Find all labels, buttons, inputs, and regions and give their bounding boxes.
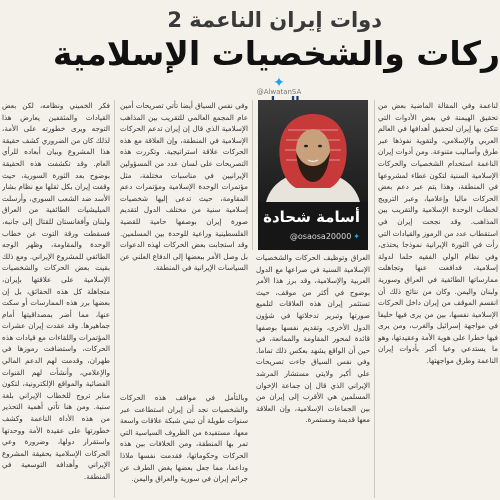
article-column-right: لناعمة وفي المقالة الماضية بعض من تحقيق الهيمنة في بعض الأدوات التي تتكئ بها إيران لتحقيق أهدافها في العالم العربي والإسلامي، ولتقوية نفوذها عبر طرق وأساليب متنوعة. ومن أدوات إيران الناعمة استخدام الشخصيات والحركات الإسلامية السنية لتكون غطاء لمشروعها في المنطقة، وهذا يتم عبر دعم بعض الحركات ماليا وإعلاميا، وعبر الترويج لخطاب الوحدة الإسلامية والتقريب بين المذاهب. وقد نجحت إيران في استقطاب عدد من الرموز والقيادات التي رأت في الثورة الإيرانية نموذجا يحتذى، وفي نظام الولي الفقيه حلما لدولة إسلامية، فدافعت عنها وتجاهلت ممارساتها الطائفية في العراق وسورية ولبنان واليمن. وكان من نتائج ذلك أن انقسم الموقف من إيران داخل الحركات الإسلامية نفسها، بين من يرى فيها حليفا في مواجهة إسرائيل والغرب، ومن يرى فيها خطرا على هوية الأمة وعقيدتها، وهو ما يستدعي وعيا أكبر بأدوات إيران الناعمة وطرق مواجهتها. (378, 101, 498, 366)
article-column-middle: وفي نفس السياق أيضا تأتي تصريحات أمين عام المجمع العالمي للتقريب بين المذاهب الإسلامية الذي قال إن إيران تدعم الحركات الإسلامية في المنطقة، وإن العلاقة مع هذه الحركات علاقة استراتيجية. وتكررت هذه التصريحات على لسان عدد من المسؤولين الإيرانيين في مناسبات مختلفة، مثل مؤتمرات الوحدة الإسلامية ومؤتمرات دعم المقاومة، حيث تدعى إليها شخصيات إسلامية سنية من مختلف الدول لتقديم صورة إيران بوصفها حامية للقضية الفلسطينية وراعية للوحدة بين المسلمين. وقد استجابت بعض الحركات لهذه الدعوات بل وصل الأمر ببعضها إلى الدفاع العلني عن السياسات الإيرانية في المنطقة. (120, 101, 248, 273)
author-byline (258, 202, 368, 250)
twitter-bird-icon: ✦ (353, 232, 360, 241)
article-column-middle-continued: وبالتأمل في مواقف هذه الحركات والشخصيات نجد أن إيران استطاعت عبر سنوات طويلة أن تبني شبكة علاقات واسعة معها، مستفيدة من الظروف السياسية التي تمر بها المنطقة، ومن الخلافات بين هذه الحركات وحكوماتها، فقدمت نفسها ملاذا وداعما، مما جعل بعضها يغض الطرف عن جرائم إيران في سورية والعراق واليمن. (120, 393, 248, 484)
article-column-left: فكر الخميني ونظامه، لكن بعض القيادات والمثقفين يعارض هذا التوجه ويرى خطورته على الأمة، لذلك كان من الضروري كشف حقيقة هذا المشروع وبيان أبعاده للرأي العام. وقد تكشفت هذه الحقيقة بوضوح بعد الثورة السورية، حيث وقفت إيران بكل ثقلها مع نظام بشار الأسد ضد الشعب السوري، وأرسلت الميليشيات الطائفية من العراق ولبنان وأفغانستان للقتال إلى جانبه، فسقطت ورقة التوت عن خطاب الوحدة والمقاومة، وظهر الوجه الطائفي للمشروع الإيراني. ومع ذلك بقيت بعض الحركات والشخصيات الإسلامية على علاقتها بإيران، متجاهلة كل هذه الحقائق، بل إن بعضها برر هذه الممارسات أو سكت عنها، مما أضر بمصداقيتها أمام جماهيرها. وقد عقدت إيران عشرات المؤتمرات واللقاءات مع قيادات هذه الحركات، واستضافت رموزها في طهران، وقدمت لهم الدعم المالي والإعلامي، وأنشأت لهم القنوات الفضائية والمواقع الإلكترونية، لتكون منابر تروج للخطاب الإيراني بلغة سنية. ومن هنا تأتي أهمية التحذير من هذه الأداة الناعمة وكشف خطورتها على عقيدة الأمة ووحدتها واستقرار دولها، وضرورة وعي الحركات الإسلامية بحقيقة المشروع الإيراني وأهدافه التوسعية في المنطقة. (2, 101, 110, 481)
newspaper-twitter-handle: @AlwatanSA (256, 88, 302, 96)
column-divider (374, 100, 375, 498)
article-column-photo-below: العراق وتوظيف الحركات والشخصيات الإسلامية السنية في صراعها مع الدول العربية والإسلامية، وقد برز هذا الأمر بوضوح في أكثر من موقف، حيث تستثمر إيران هذه العلاقات لتلميع صورتها وتبرير تدخلاتها في شؤون الدول الأخرى، وتقديم نفسها بوصفها قائدة لمحور المقاومة والممانعة، في حين أن الواقع يشهد بعكس ذلك تماما. وفي نفس السياق جاءت تصريحات علي أكبر ولايتي مستشار المرشد الإيراني الذي قال إن جماعة الإخوان المسلمين هي الأقرب إلى إيران من بين الجماعات الإسلامية، وإن العلاقة معها قديمة ومستمرة. (256, 253, 370, 425)
column-divider (114, 100, 115, 498)
twitter-bird-icon: ✦ (273, 75, 285, 91)
author-photo (258, 100, 368, 202)
author-name: أسامة شحادة (263, 208, 360, 226)
author-portrait-image (258, 100, 368, 202)
article-subtitle: دوات إيران الناعمة 2 (167, 8, 382, 32)
article-title: ركات والشخصيات الإسلامية (52, 34, 500, 73)
column-divider (252, 100, 253, 250)
author-twitter-handle: @osaosa20000 (289, 232, 352, 241)
